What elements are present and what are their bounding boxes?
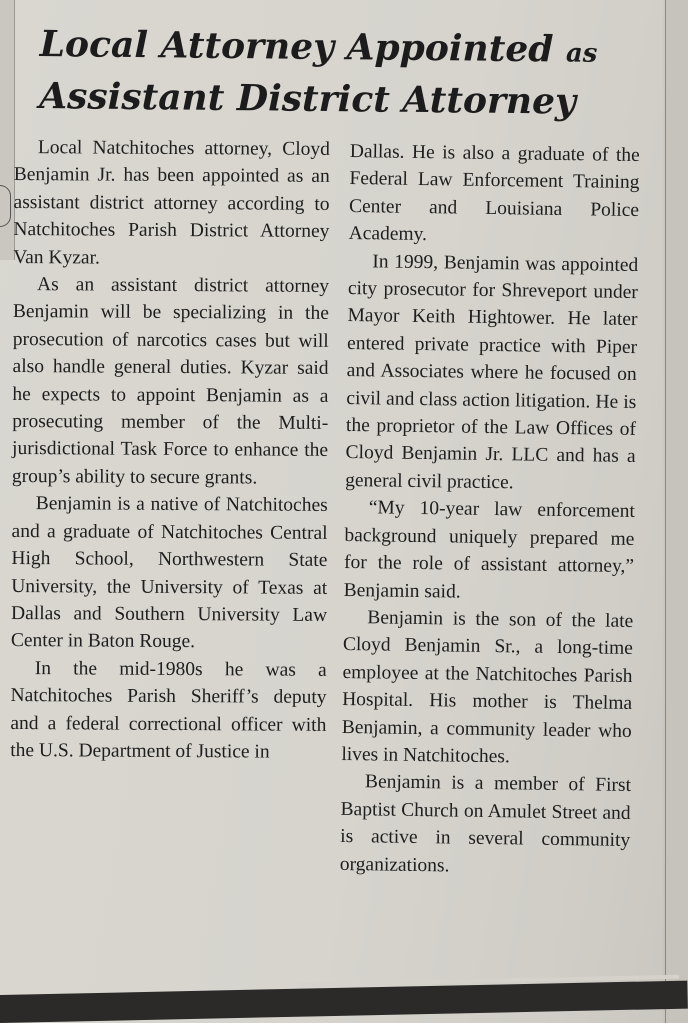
article-headline <box>39 20 640 126</box>
paragraph: As an assistant district attorney Benjamin will be specializing in the prosecution of narcotics cases but will also handle general duties. Kyzar said he expects to appoint Benjamin as a prosecuting member of the Multi-jurisdictional Task Force to enhance the group’s ability to secure grants. <box>11 274 330 489</box>
bottom-border-rule <box>0 981 688 1023</box>
paragraph: In 1999, Benjamin was appointed city prosecutor for Shreveport under Mayor Keith Hightower. He later entered private practice with Piper and Associates where he focused on civil and class action litigation. He is the proprietor of the Law Offices of Cloyd Benjamin Jr. LLC and has a general civil practice. <box>345 250 639 494</box>
article-column-2 <box>340 138 640 882</box>
headline-main: Local Attorney Appointed <box>39 22 554 71</box>
paragraph: “My 10-year law enforcement background uniquely prepared me for the role of assistant attorney,” Benjamin said. <box>343 497 635 603</box>
paragraph: Local Natchitoches attorney, Cloyd Benjamin Jr. has been appointed as an assistant district attorney according to Natchitoches Parish District Attorney Van Kyzar. <box>13 137 330 269</box>
page-right-edge <box>665 0 688 1023</box>
headline-connector: as <box>565 38 598 69</box>
paragraph-continuation: Dallas. He is also a graduate of the Federal Law Enforcement Training Center and Louisiana Police Academy. <box>348 140 640 246</box>
paragraph: Benjamin is a native of Natchitoches and a graduate of Natchitoches Central High School, Northwestern State University, the University of Texas at Dallas and Southern University Law Center in Baton Rouge. <box>10 493 328 653</box>
article-column-1 <box>10 134 330 766</box>
headline-line2: Assistant District Attorney <box>38 74 577 123</box>
paragraph: Benjamin is a member of First Baptist Church on Amulet Street and is active in several community organizations. <box>339 771 632 877</box>
paragraph: In the mid-1980s he was a Natchitoches Parish Sheriff’s deputy and a federal correctional officer with the U.S. Department of Justice in <box>10 657 327 763</box>
paragraph: Benjamin is the son of the late Cloyd Benjamin Sr., a long-time employee at the Natchitoches Parish Hospital. His mother is Thelma Benjamin, a community leader who lives in Natchitoches. <box>341 607 634 768</box>
